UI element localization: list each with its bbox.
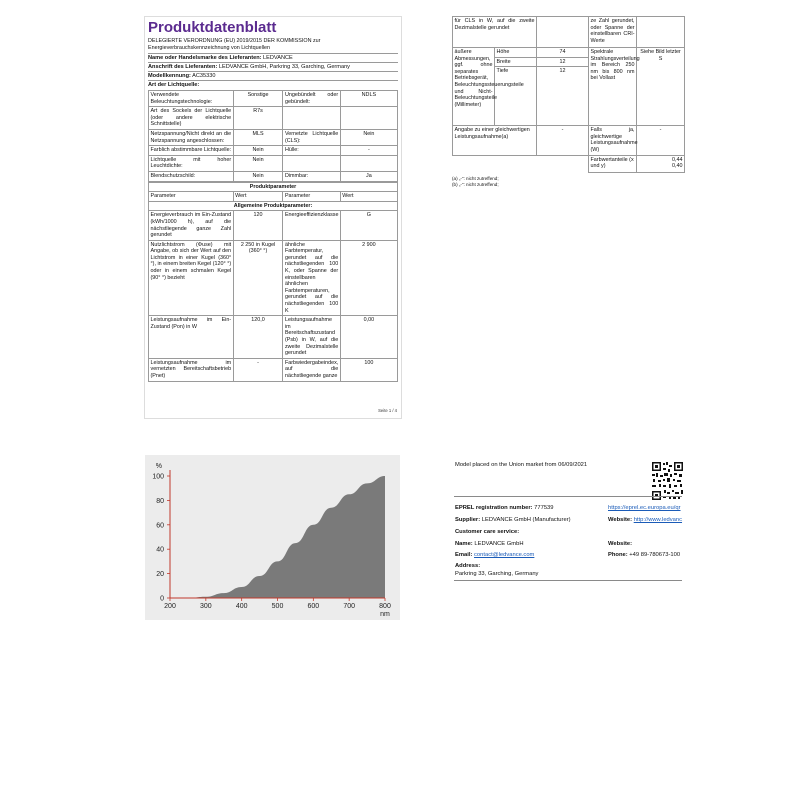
table-row	[149, 146, 398, 156]
y-tick-label: 0	[160, 595, 164, 603]
email-link[interactable]: contact@ledvance.com	[474, 552, 535, 558]
eprel-reg-row: EPREL registration number: 777539	[455, 505, 554, 511]
param-cell: Leistungsaufnahme im vernetzten Bereitschaftsbetrieb (Pnet)	[149, 358, 234, 381]
light-source-table	[148, 90, 398, 182]
equiv-power-value: -	[537, 126, 589, 155]
table-row	[149, 211, 398, 240]
x-tick-label: 600	[307, 603, 320, 610]
col-param-1: Parameter	[149, 192, 234, 202]
value-cell: Nein	[233, 171, 283, 181]
value-cell: 120	[233, 211, 283, 240]
dimensions-label: äußere Abmessungen, ggf. ohne separates Betriebsgerät, Beleuchtungssteuerungsteile und Nicht-Beleuchtungsteile (Millimeter)	[453, 48, 495, 126]
value-cell: 2 900	[340, 240, 397, 316]
supplier-website-row: Website: http://www.ledvanc	[608, 517, 683, 523]
param-cell: Verwendete Beleuchtungstechnologie:	[149, 91, 234, 107]
y-tick-label: 80	[156, 497, 164, 505]
equiv-power-falls-value: -	[637, 126, 685, 155]
param-cell: Blendschutzschild:	[149, 171, 234, 181]
datasheet-continuation	[452, 16, 684, 196]
value-cell	[340, 155, 397, 171]
param-cell: Energieeffizienzklasse	[283, 211, 340, 240]
y-tick-label: 20	[156, 571, 164, 579]
footnote-a: (a) „-“: nicht zutreffend;	[452, 175, 499, 181]
value-cell: MLS	[233, 129, 283, 145]
spectral-label: Spektrale Strahlungsverteilung im Bereich 250 nm bis 800 nm bei Vollast	[589, 48, 637, 126]
supplier-row: Supplier: LEDVANCE GmbH (Manufacturer)	[455, 517, 571, 523]
continuation-table	[452, 16, 685, 173]
cls-power-text: für CLS in W, auf die zweite Dezimalstelle gerundet	[453, 17, 537, 48]
datasheet-page-1	[144, 16, 402, 419]
dim-name: Tiefe	[495, 67, 537, 126]
supplier-row: Name oder Handelsmarke des Lieferanten: LEDVANCE	[148, 55, 293, 61]
page-title: Produktdatenblatt	[148, 19, 277, 36]
param-cell: Farblich abstimmbare Lichtquelle:	[149, 146, 234, 156]
placed-on-market: Model placed on the Union market from 06/09/2021	[455, 462, 588, 468]
product-params-header: Produktparameter	[149, 182, 398, 192]
product-params-table	[148, 182, 398, 382]
eprel-panel	[452, 455, 684, 582]
dim-name: Höhe	[495, 48, 537, 58]
value-cell	[340, 107, 397, 130]
customer-care-heading: Customer care service:	[455, 529, 520, 535]
value-cell: Nein	[233, 146, 283, 156]
param-cell: Netzspannung/Nicht direkt an die Netzspannung angeschlossen:	[149, 129, 234, 145]
x-tick-label: 200	[164, 603, 176, 610]
spectrum-chart	[145, 455, 400, 620]
dim-value: 74	[537, 48, 589, 58]
model-row: Modellkennung: AC35330	[148, 73, 216, 79]
x-tick-label: 400	[235, 603, 248, 610]
dim-name: Breite	[495, 57, 537, 67]
chromaticity-values: 0,44 0,40	[637, 155, 685, 172]
value-cell: 120,0	[233, 316, 283, 359]
value-cell: 100	[340, 358, 397, 381]
qr-code-icon	[651, 461, 684, 501]
value-cell: -	[233, 358, 283, 381]
col-value-2: Wert	[340, 192, 397, 202]
table-row	[149, 358, 398, 381]
y-axis-label: %	[155, 463, 162, 470]
equiv-power-falls-label: Falls ja, gleichwertige Leistungsaufnahme (W)	[589, 126, 637, 155]
param-cell: Hülle:	[283, 146, 340, 156]
table-row	[149, 316, 398, 359]
y-tick-label: 100	[152, 473, 164, 481]
spectrum-chart-panel	[145, 455, 400, 620]
param-cell: Ungebündelt oder gebündelt:	[283, 91, 340, 107]
care-address-value: Parkring 33, Garching, Germany	[455, 571, 539, 577]
param-cell: Leistungsaufnahme im Ein-Zustand (Pon) in W	[149, 316, 234, 359]
table-row	[149, 155, 398, 171]
address-row: Anschrift des Lieferanten: LEDVANCE GmbH, Parkring 33, Garching, Germany	[148, 64, 350, 70]
value-cell: Nein	[340, 129, 397, 145]
table-row	[149, 240, 398, 316]
param-cell: Farbwiedergabeindex, auf die nächstliegende ganze	[283, 358, 340, 381]
table-row	[149, 129, 398, 145]
value-cell: NDLS	[340, 91, 397, 107]
spectrum-area	[188, 476, 385, 598]
regulation-text: DELEGIERTE VERORDNUNG (EU) 2019/2015 DER KOMMISSION zur Energieverbrauchskennzeichnung von Lichtquellen	[148, 38, 321, 51]
care-name-row: Name: LEDVANCE GmbH	[455, 541, 524, 547]
care-website-label: Website:	[608, 541, 633, 547]
param-cell: Energieverbrauch im Ein-Zustand (kWh/1000 h), auf die nächstliegende ganze Zahl gerundet	[149, 211, 234, 240]
value-cell: Ja	[340, 171, 397, 181]
dim-value: 12	[537, 67, 589, 126]
light-type-heading: Art der Lichtquelle:	[148, 82, 200, 88]
x-tick-label: 300	[199, 603, 212, 610]
cri-range-text: ze Zahl gerundet, oder Spanne der einstellbaren CRI-Werte	[589, 17, 637, 48]
param-cell: Dimmbar:	[283, 171, 340, 181]
param-cell: ähnliche Farbtemperatur, gerundet auf die nächstliegenden 100 K, oder Spanne der einstellbaren ähnlichen Farbtemperaturen, gerundet auf die nächstliegenden 100 K	[283, 240, 340, 316]
param-cell	[283, 107, 340, 130]
col-value-1: Wert	[233, 192, 283, 202]
value-cell: G	[340, 211, 397, 240]
col-param-2: Parameter	[283, 192, 340, 202]
param-cell: Vernetzte Lichtquelle (CLS):	[283, 129, 340, 145]
param-cell: Nutzlichtstrom (Φuse) mit Angabe, ob sich der Wert auf den Lichtstrom in einer Kugel (360° °), in einem breiten Kegel (120° °) oder in einem schmalen Kegel (90° °) bezieht	[149, 240, 234, 316]
chromaticity-label: Farbwertanteile (x und y)	[589, 155, 637, 172]
param-cell: Leistungsaufnahme im Bereitschaftszustand (Psb) in W, auf die zweite Dezimalstelle gerundet	[283, 316, 340, 359]
care-email-row: Email: contact@ledvance.com	[455, 552, 535, 558]
value-cell: Sonstige	[233, 91, 283, 107]
param-cell: Art des Sockels der Lichtquelle (oder andere elektrische Schnittstelle)	[149, 107, 234, 130]
care-address-label: Address:	[455, 563, 481, 569]
table-row	[149, 171, 398, 181]
x-axis-label: nm	[380, 611, 390, 618]
value-cell: Nein	[233, 155, 283, 171]
table-row	[149, 107, 398, 130]
value-cell: -	[340, 146, 397, 156]
value-cell: R7s	[233, 107, 283, 130]
param-cell	[283, 155, 340, 171]
footnote-b: (b) „-“: nicht zutreffend;	[452, 181, 499, 187]
care-phone-row: Phone: +49 89-780673-100	[608, 552, 681, 558]
x-tick-label: 500	[271, 603, 284, 610]
page-number: Seite 1 / 4	[378, 408, 397, 413]
equiv-power-label: Angabe zu einer gleichwertigen Leistungsaufnahme(a)	[453, 126, 537, 155]
value-cell: 0,00	[340, 316, 397, 359]
y-tick-label: 60	[156, 522, 164, 530]
x-tick-label: 800	[379, 603, 391, 610]
dim-value: 12	[537, 57, 589, 67]
general-params-header: Allgemeine Produktparameter:	[149, 201, 398, 211]
y-tick-label: 40	[156, 546, 164, 554]
table-row	[149, 91, 398, 107]
eprel-qr-link[interactable]: https://eprel.ec.europa.eu/qr	[608, 505, 681, 511]
spectral-value: Siehe Bild letzter S	[637, 48, 685, 126]
supplier-website-link[interactable]: http://www.ledvanc	[633, 517, 683, 523]
value-cell: 2 250 in Kugel (360° °)	[233, 240, 283, 316]
x-tick-label: 700	[343, 603, 356, 610]
param-cell: Lichtquelle mit hoher Leuchtdichte:	[149, 155, 234, 171]
